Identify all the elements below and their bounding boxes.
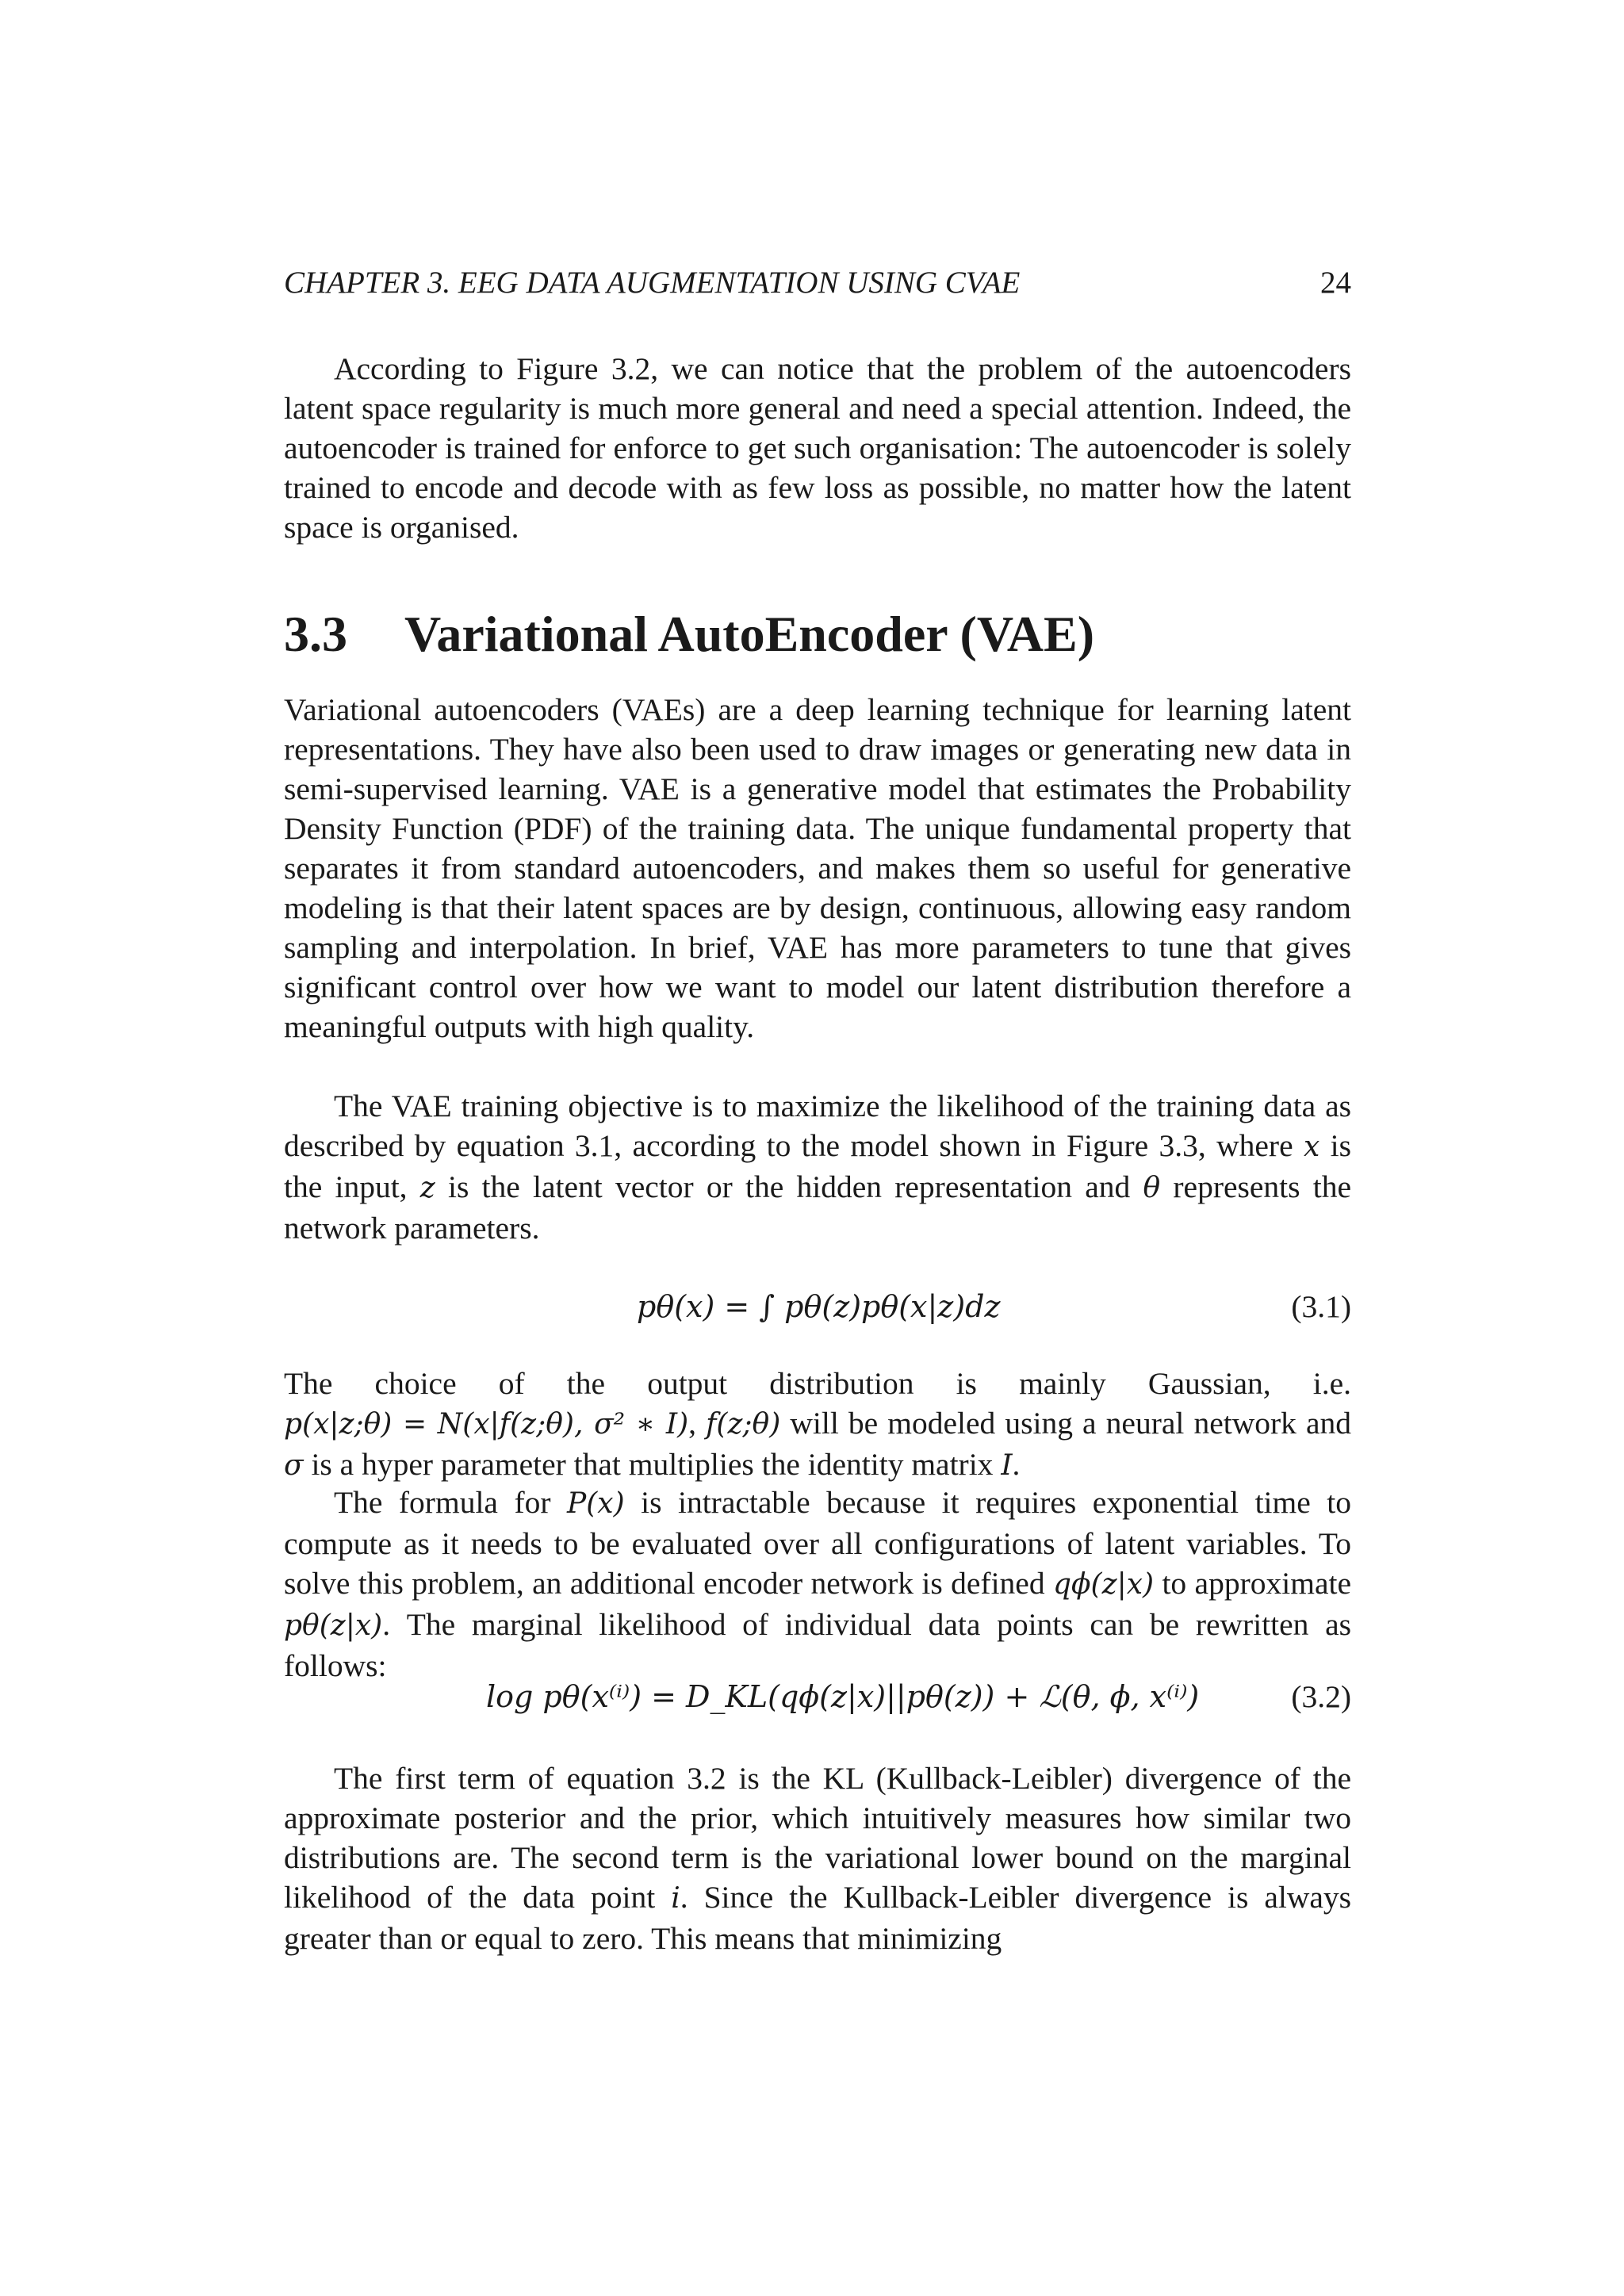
objective-text-2: is the input, [284, 1128, 1351, 1204]
intractable-text-4: . The marginal likelihood of individual data points can be rewritten as follows: [284, 1607, 1351, 1683]
math-p-x: P(x) [567, 1487, 625, 1520]
objective-text-3: is the latent vector or the hidden representation and [435, 1169, 1143, 1204]
kl-text-1: The first term of equation 3.2 is the KL (Kullback-Leibler) divergence of the approximate posterior and the prior, which intuitively measures how similar two distributions are. The second term is the variational lower bound on the marginal likelihood of the data point [284, 1761, 1351, 1915]
gaussian-text-3: will be modeled using a neural network and [780, 1406, 1352, 1441]
math-identity: I [1001, 1449, 1013, 1482]
gaussian-text-1: The choice of the output distribution is mainly Gaussian, i.e. [284, 1366, 1351, 1401]
equation-number: (3.1) [1291, 1289, 1351, 1324]
intractable-text-3: to approximate [1154, 1566, 1351, 1601]
kl-paragraph [284, 1758, 1351, 1958]
intro-paragraph: According to Figure 3.2, we can notice that the problem of the autoencoders latent space regularity is much more general and need a special attention. Indeed, the autoencoder is trained for enforce to get such organisation: The autoencoder is solely trained to encode and decode with as few loss as possible, no matter how the latent space is organised. [284, 351, 1351, 545]
objective-text-4: represents the network parameters. [284, 1169, 1351, 1246]
math-x: x [1303, 1131, 1320, 1163]
math-sigma: σ [284, 1449, 304, 1482]
math-output-distribution: p(x|z;θ) = N(x|f(z;θ), σ² ∗ I) [284, 1408, 689, 1441]
section-heading [284, 603, 1351, 666]
objective-paragraph [284, 1086, 1351, 1248]
math-theta: θ [1143, 1172, 1161, 1204]
gaussian-text-2: , [688, 1406, 707, 1441]
vae-intro-paragraph: Variational autoencoders (VAEs) are a deep learning technique for learning latent representations. They have also been used to draw images or generating new data in semi-supervised learning. VAE is a generative model that estimates the Probability Density Function (PDF) of the training data. The unique fundamental property that separates it from standard autoencoders, and makes them so useful for generative modeling is that their latent spaces are by design, continuous, allowing easy random sampling and interpolation. In brief, VAE has more parameters to tune that gives significant control over how we want to model our latent distribution therefore a meaningful outputs with high quality. [284, 692, 1351, 1044]
section-title: Variational AutoEncoder (VAE) [404, 606, 1095, 662]
page-number: 24 [1320, 266, 1351, 300]
equation-formula: log pθ(x⁽ⁱ⁾) = D_KL(qϕ(z|x)||pθ(z)) + ℒ(θ, ϕ, x⁽ⁱ⁾) [486, 1679, 1200, 1714]
math-i: i [671, 1882, 680, 1915]
section-number: 3.3 [284, 606, 347, 662]
math-z: z [419, 1172, 435, 1204]
math-p-theta: pθ(z|x) [284, 1609, 383, 1642]
objective-text-1: The VAE training objective is to maximize the likelihood of the training data as described by equation 3.1, according to the model shown in Figure 3.3, where [284, 1089, 1351, 1163]
math-q-phi: qϕ(z|x) [1052, 1568, 1155, 1601]
gaussian-text-4: is a hyper parameter that multiplies the identity matrix [303, 1447, 1002, 1482]
equation-3-2 [284, 1657, 1351, 1736]
intractable-paragraph [284, 1483, 1351, 1686]
math-f-z-theta: f(z;θ) [706, 1408, 781, 1441]
chapter-title: CHAPTER 3. EEG DATA AUGMENTATION USING CVAE [284, 266, 1021, 300]
intractable-text-1: The formula for [334, 1485, 567, 1520]
equation-3-1 [284, 1267, 1351, 1346]
equation-number: (3.2) [1291, 1679, 1351, 1714]
equation-formula: pθ(x) = ∫ pθ(z)pθ(x|z)dz [637, 1289, 1001, 1324]
intractable-text-2: is intractable because it requires exponential time to compute as it needs to be evaluated over all configurations of latent variables. To solve this problem, an additional encoder network is defined [284, 1485, 1351, 1601]
kl-text-2: . Since the Kullback-Leibler divergence is always greater than or equal to zero. This means that minimizing [284, 1880, 1352, 1956]
gaussian-text-5: . [1012, 1447, 1021, 1482]
gaussian-paragraph [284, 1364, 1351, 1486]
running-header [284, 262, 1351, 304]
